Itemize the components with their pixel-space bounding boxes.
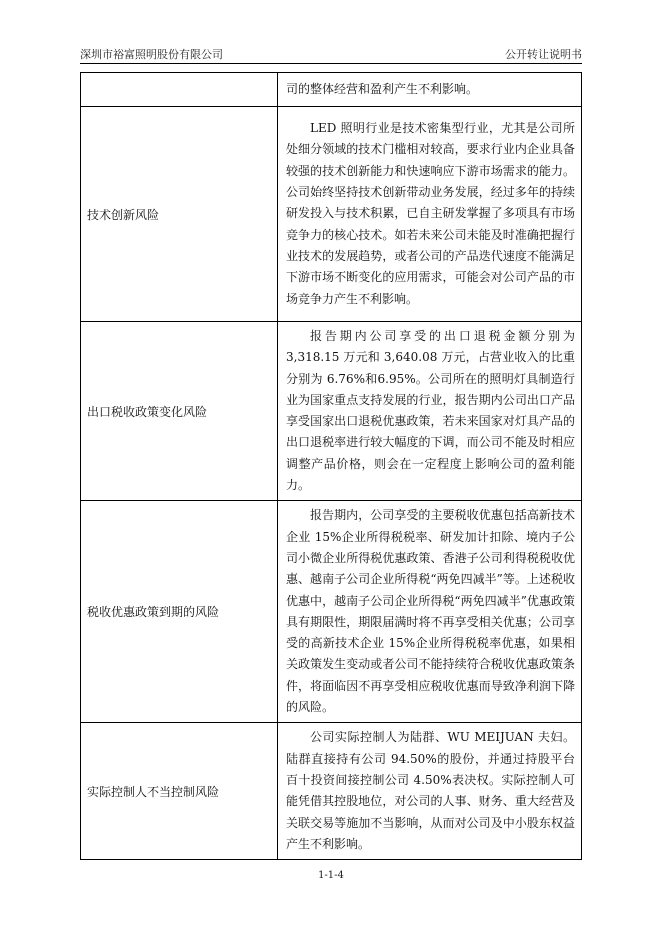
risk-name: 出口税收政策变化风险	[81, 322, 278, 501]
header-rule	[80, 63, 582, 64]
risk-description	[278, 322, 582, 501]
risk-description	[278, 107, 582, 322]
risk-description	[278, 723, 582, 860]
risk-table	[80, 72, 582, 860]
page-header	[80, 44, 582, 64]
table-row	[81, 322, 582, 501]
company-name: 深圳市裕富照明股份有限公司	[80, 48, 223, 61]
risk-name: 税收优惠政策到期的风险	[81, 501, 278, 723]
risk-description-text: 报告期内，公司享受的主要税收优惠包括高新技术企业 15%企业所得税税率、研发加计扣除、境内子公司小微企业所得税优惠政策、香港子公司利得税税收优惠、越南子公司企业所得税“两免四减半”等。上述税收优惠中，越南子公司企业所得税“两免四减半”优惠政策具有期限性，期限届满时将不再享受相关优惠；公司享受的高新技术企业 15%企业所得税税率优惠，如果相关政策发生变动或者公司不能持续符合税收优惠政策条件，将面临因不再享受相应税收优惠而导致净利润下降的风险。	[286, 508, 575, 715]
risk-name: 技术创新风险	[81, 107, 278, 322]
risk-description-text: 报告期内公司享受的出口退税金额分别为 3,318.15 万元和 3,640.08 万元，占营业收入的比重分别为 6.76%和6.95%。公司所在的照明灯具制造行业为国家重点支持发展的行业，报告期内公司出口产品享受国家出口退税优惠政策，若未来国家对灯具产品的出口退税率进行较大幅度的下调，而公司不能及时相应调整产品价格，则会在一定程度上影响公司的盈利能力。	[286, 329, 575, 493]
table-row	[81, 501, 582, 723]
risk-description-text: 公司实际控制人为陆群、WU MEIJUAN 夫妇。陆群直接持有公司 94.50%的股份，并通过持股平台百十投资间接控制公司 4.50%表决权。实际控制人可能凭借其控股地位，对公司的人事、财务、重大经营及关联交易等施加不当影响，从而对公司及中小股东权益产生不利影响。	[286, 730, 575, 851]
risk-description-text: 司的整体经营和盈利产生不利影响。	[286, 81, 479, 96]
table-row	[81, 107, 582, 322]
risk-description	[278, 73, 582, 107]
page-number: 1-1-4	[318, 870, 344, 881]
risk-description	[278, 501, 582, 723]
risk-name	[81, 73, 278, 107]
risk-name: 实际控制人不当控制风险	[81, 723, 278, 860]
risk-description-text: LED 照明行业是技术密集型行业，尤其是公司所处细分领域的技术门槛相对较高，要求行业内企业具备较强的技术创新能力和快速响应下游市场需求的能力。公司始终坚持技术创新带动业务发展，经过多年的持续研发投入与技术积累，已自主研发掌握了多项具有市场竞争力的核心技术。如若未来公司未能及时准确把握行业技术的发展趋势，或者公司的产品迭代速度不能满足下游市场不断变化的应用需求，可能会对公司产品的市场竞争力产生不利影响。	[286, 121, 575, 306]
table-row	[81, 723, 582, 860]
table-row	[81, 73, 582, 107]
document-title: 公开转让说明书	[505, 48, 582, 61]
